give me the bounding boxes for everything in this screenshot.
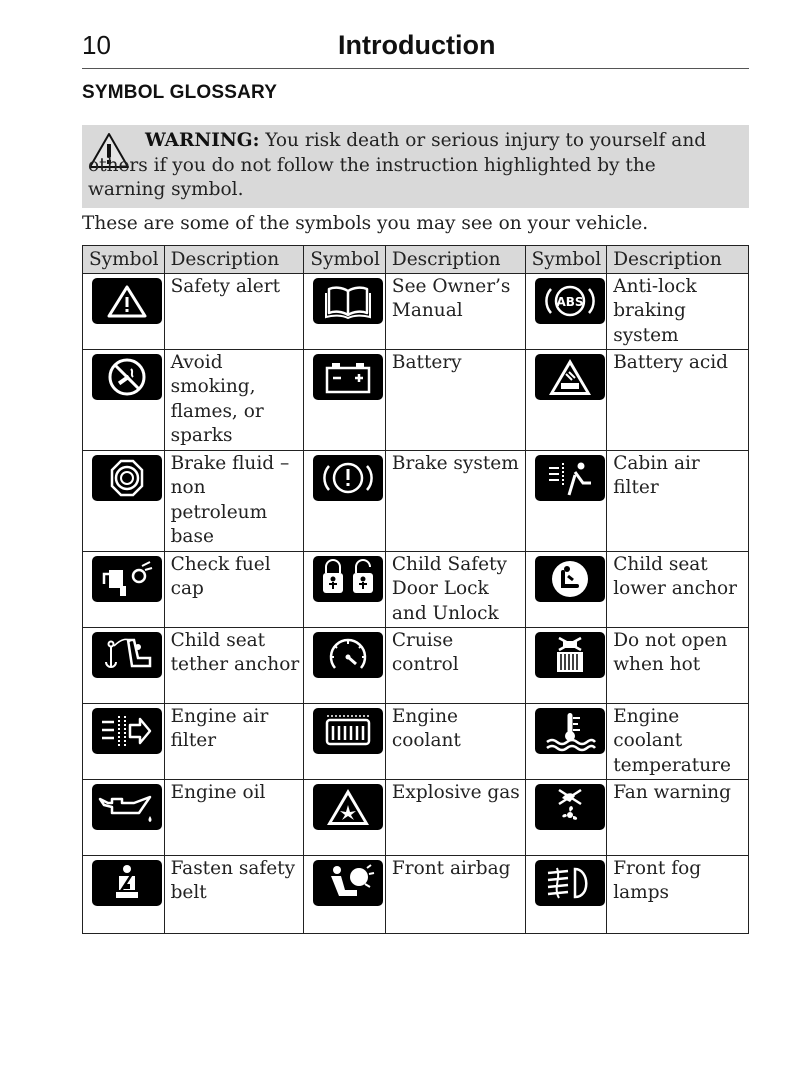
symbol-description: Explosive gas — [385, 779, 525, 855]
symbol-description: Engine coolant — [385, 703, 525, 779]
engine-oil-icon — [92, 784, 162, 830]
column-header: Description — [385, 246, 525, 274]
engine-coolant-icon — [313, 708, 383, 754]
symbol-description: Child Safety Door Lock and Unlock — [385, 551, 525, 627]
front-airbag-icon — [313, 860, 383, 906]
child-seat-anchor-icon — [535, 556, 605, 602]
symbol-description: Safety alert — [164, 273, 304, 349]
symbol-description: Battery acid — [607, 349, 749, 450]
symbol-description: Child seat lower anchor — [607, 551, 749, 627]
symbol-description: Fasten safety belt — [164, 855, 304, 933]
child-seat-tether-icon — [92, 632, 162, 678]
svg-text:ABS: ABS — [556, 294, 584, 309]
brake-system-icon — [313, 455, 383, 501]
table-row — [83, 855, 749, 933]
table-row — [83, 450, 749, 551]
table-header-row — [83, 246, 749, 274]
table-row — [83, 779, 749, 855]
symbol-description: See Owner’s Manual — [385, 273, 525, 349]
engine-air-filter-icon — [92, 708, 162, 754]
column-header: Symbol — [525, 246, 607, 274]
warning-text — [88, 129, 738, 203]
page-title: Introduction — [338, 30, 496, 60]
symbol-description: Front fog lamps — [607, 855, 749, 933]
warning-body: You risk death or serious injury to yourself and others if you do not follow the instruction highlighted by the warning symbol. — [88, 130, 707, 200]
cabin-air-filter-icon — [535, 455, 605, 501]
fuel-cap-icon — [92, 556, 162, 602]
warning-label: WARNING: — [145, 130, 260, 151]
table-row — [83, 703, 749, 779]
symbol-description: Cruise control — [385, 627, 525, 703]
symbol-description: Cabin air filter — [607, 450, 749, 551]
column-header: Symbol — [304, 246, 386, 274]
symbol-description: Check fuel cap — [164, 551, 304, 627]
table-row — [83, 627, 749, 703]
section-heading: SYMBOL GLOSSARY — [82, 82, 278, 103]
symbol-description: Do not open when hot — [607, 627, 749, 703]
child-lock-icon — [313, 556, 383, 602]
symbol-description: Brake system — [385, 450, 525, 551]
explosive-gas-icon — [313, 784, 383, 830]
safety-alert-icon — [92, 278, 162, 324]
symbol-description: Brake fluid – non petroleum base — [164, 450, 304, 551]
seat-belt-icon — [92, 860, 162, 906]
symbol-description: Fan warning — [607, 779, 749, 855]
symbol-description: Anti-lock braking system — [607, 273, 749, 349]
symbol-description: Engine air filter — [164, 703, 304, 779]
table-row — [83, 349, 749, 450]
table-row — [83, 551, 749, 627]
owners-manual-icon — [313, 278, 383, 324]
header-rule — [82, 68, 749, 69]
cruise-control-icon — [313, 632, 383, 678]
fan-warning-icon — [535, 784, 605, 830]
intro-text: These are some of the symbols you may see on your vehicle. — [82, 213, 649, 234]
symbol-description: Front airbag — [385, 855, 525, 933]
symbol-description: Avoid smoking, flames, or sparks — [164, 349, 304, 450]
symbol-description: Engine coolant temperature — [607, 703, 749, 779]
brake-fluid-icon — [92, 455, 162, 501]
page-number: 10 — [82, 30, 111, 60]
column-header: Description — [607, 246, 749, 274]
symbol-glossary-table — [82, 245, 749, 934]
abs-icon — [535, 278, 605, 324]
warning-box — [82, 125, 749, 208]
do-not-open-hot-icon — [535, 632, 605, 678]
symbol-description: Child seat tether anchor — [164, 627, 304, 703]
front-fog-lamps-icon — [535, 860, 605, 906]
table-row — [83, 273, 749, 349]
battery-acid-icon — [535, 354, 605, 400]
symbol-description: Engine oil — [164, 779, 304, 855]
battery-icon — [313, 354, 383, 400]
no-smoking-icon — [92, 354, 162, 400]
coolant-temperature-icon — [535, 708, 605, 754]
column-header: Symbol — [83, 246, 165, 274]
column-header: Description — [164, 246, 304, 274]
symbol-description: Battery — [385, 349, 525, 450]
